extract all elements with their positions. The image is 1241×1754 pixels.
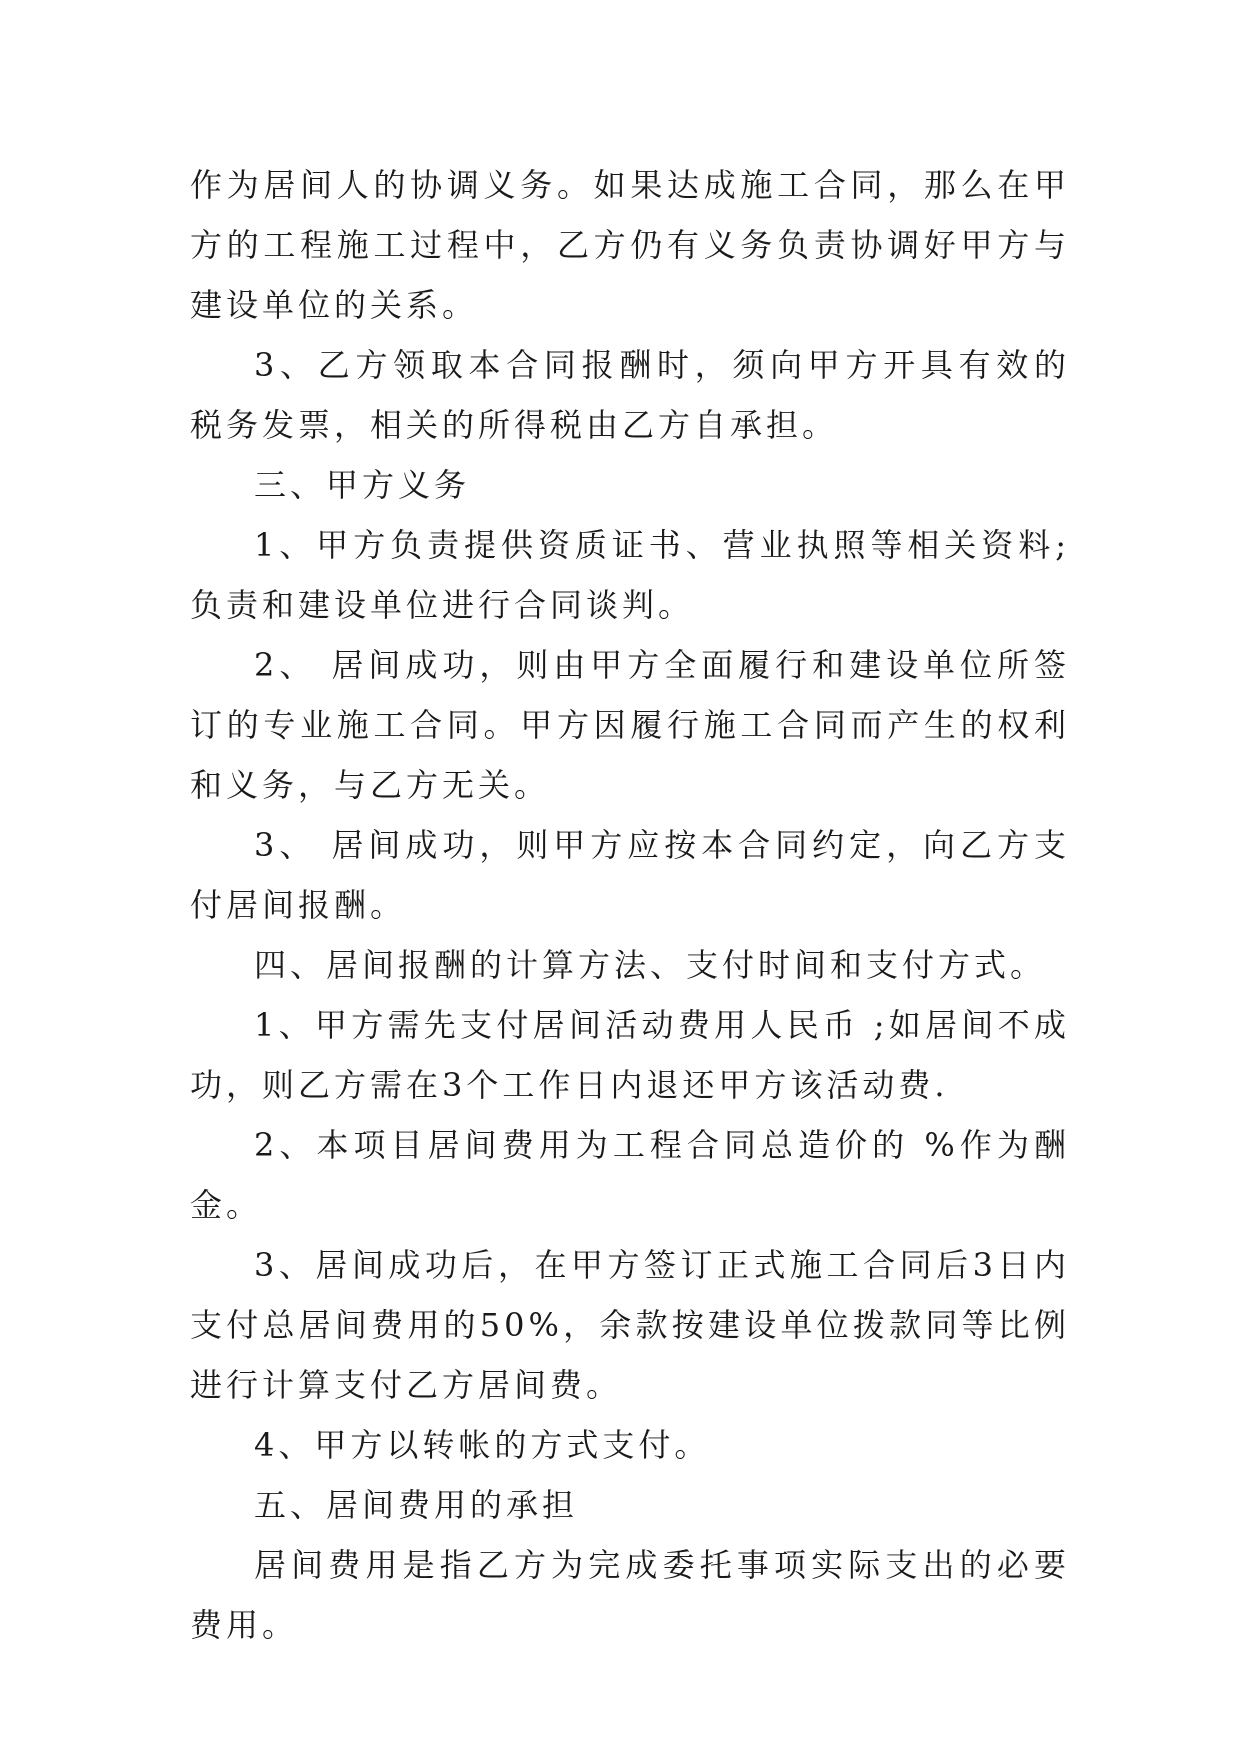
paragraph-clause-3-1: 1、甲方负责提供资质证书、营业执照等相关资料;负责和建设单位进行合同谈判。 [190, 526, 1070, 624]
paragraph-clause-4-4: 4、甲方以转帐的方式支付。 [254, 1426, 711, 1464]
paragraph-clause-3-2: 2、 居间成功，则由甲方全面履行和建设单位所签订的专业施工合同。甲方因履行施工合同而产生的权利和义务，与乙方无关。 [190, 646, 1070, 804]
paragraph-clause-5-body: 居间费用是指乙方为完成委托事项实际支出的必要费用。 [190, 1546, 1070, 1644]
paragraph-clause-4-2: 2、本项目居间费用为工程合同总造价的 %作为酬金。 [190, 1126, 1070, 1224]
section-heading-5: 五、居间费用的承担 [254, 1486, 579, 1524]
paragraph-clause-4-1: 1、甲方需先支付居间活动费用人民币 ;如居间不成功，则乙方需在3个工作日内退还甲方该活动费. [190, 1006, 1070, 1104]
document-body [190, 155, 1070, 1655]
paragraph-continuation: 作为居间人的协调义务。如果达成施工合同，那么在甲方的工程施工过程中，乙方仍有义务负责协调好甲方与建设单位的关系。 [190, 166, 1070, 324]
paragraph-clause-4-3: 3、居间成功后，在甲方签订正式施工合同后3日内支付总居间费用的50%，余款按建设单位拨款同等比例进行计算支付乙方居间费。 [190, 1246, 1070, 1404]
paragraph-clause-2-3: 3、乙方领取本合同报酬时，须向甲方开具有效的税务发票，相关的所得税由乙方自承担。 [190, 346, 1070, 444]
section-heading-3: 三、甲方义务 [254, 466, 471, 504]
paragraph-clause-3-3: 3、 居间成功，则甲方应按本合同约定，向乙方支付居间报酬。 [190, 826, 1070, 924]
section-heading-4: 四、居间报酬的计算方法、支付时间和支付方式。 [254, 946, 1047, 984]
